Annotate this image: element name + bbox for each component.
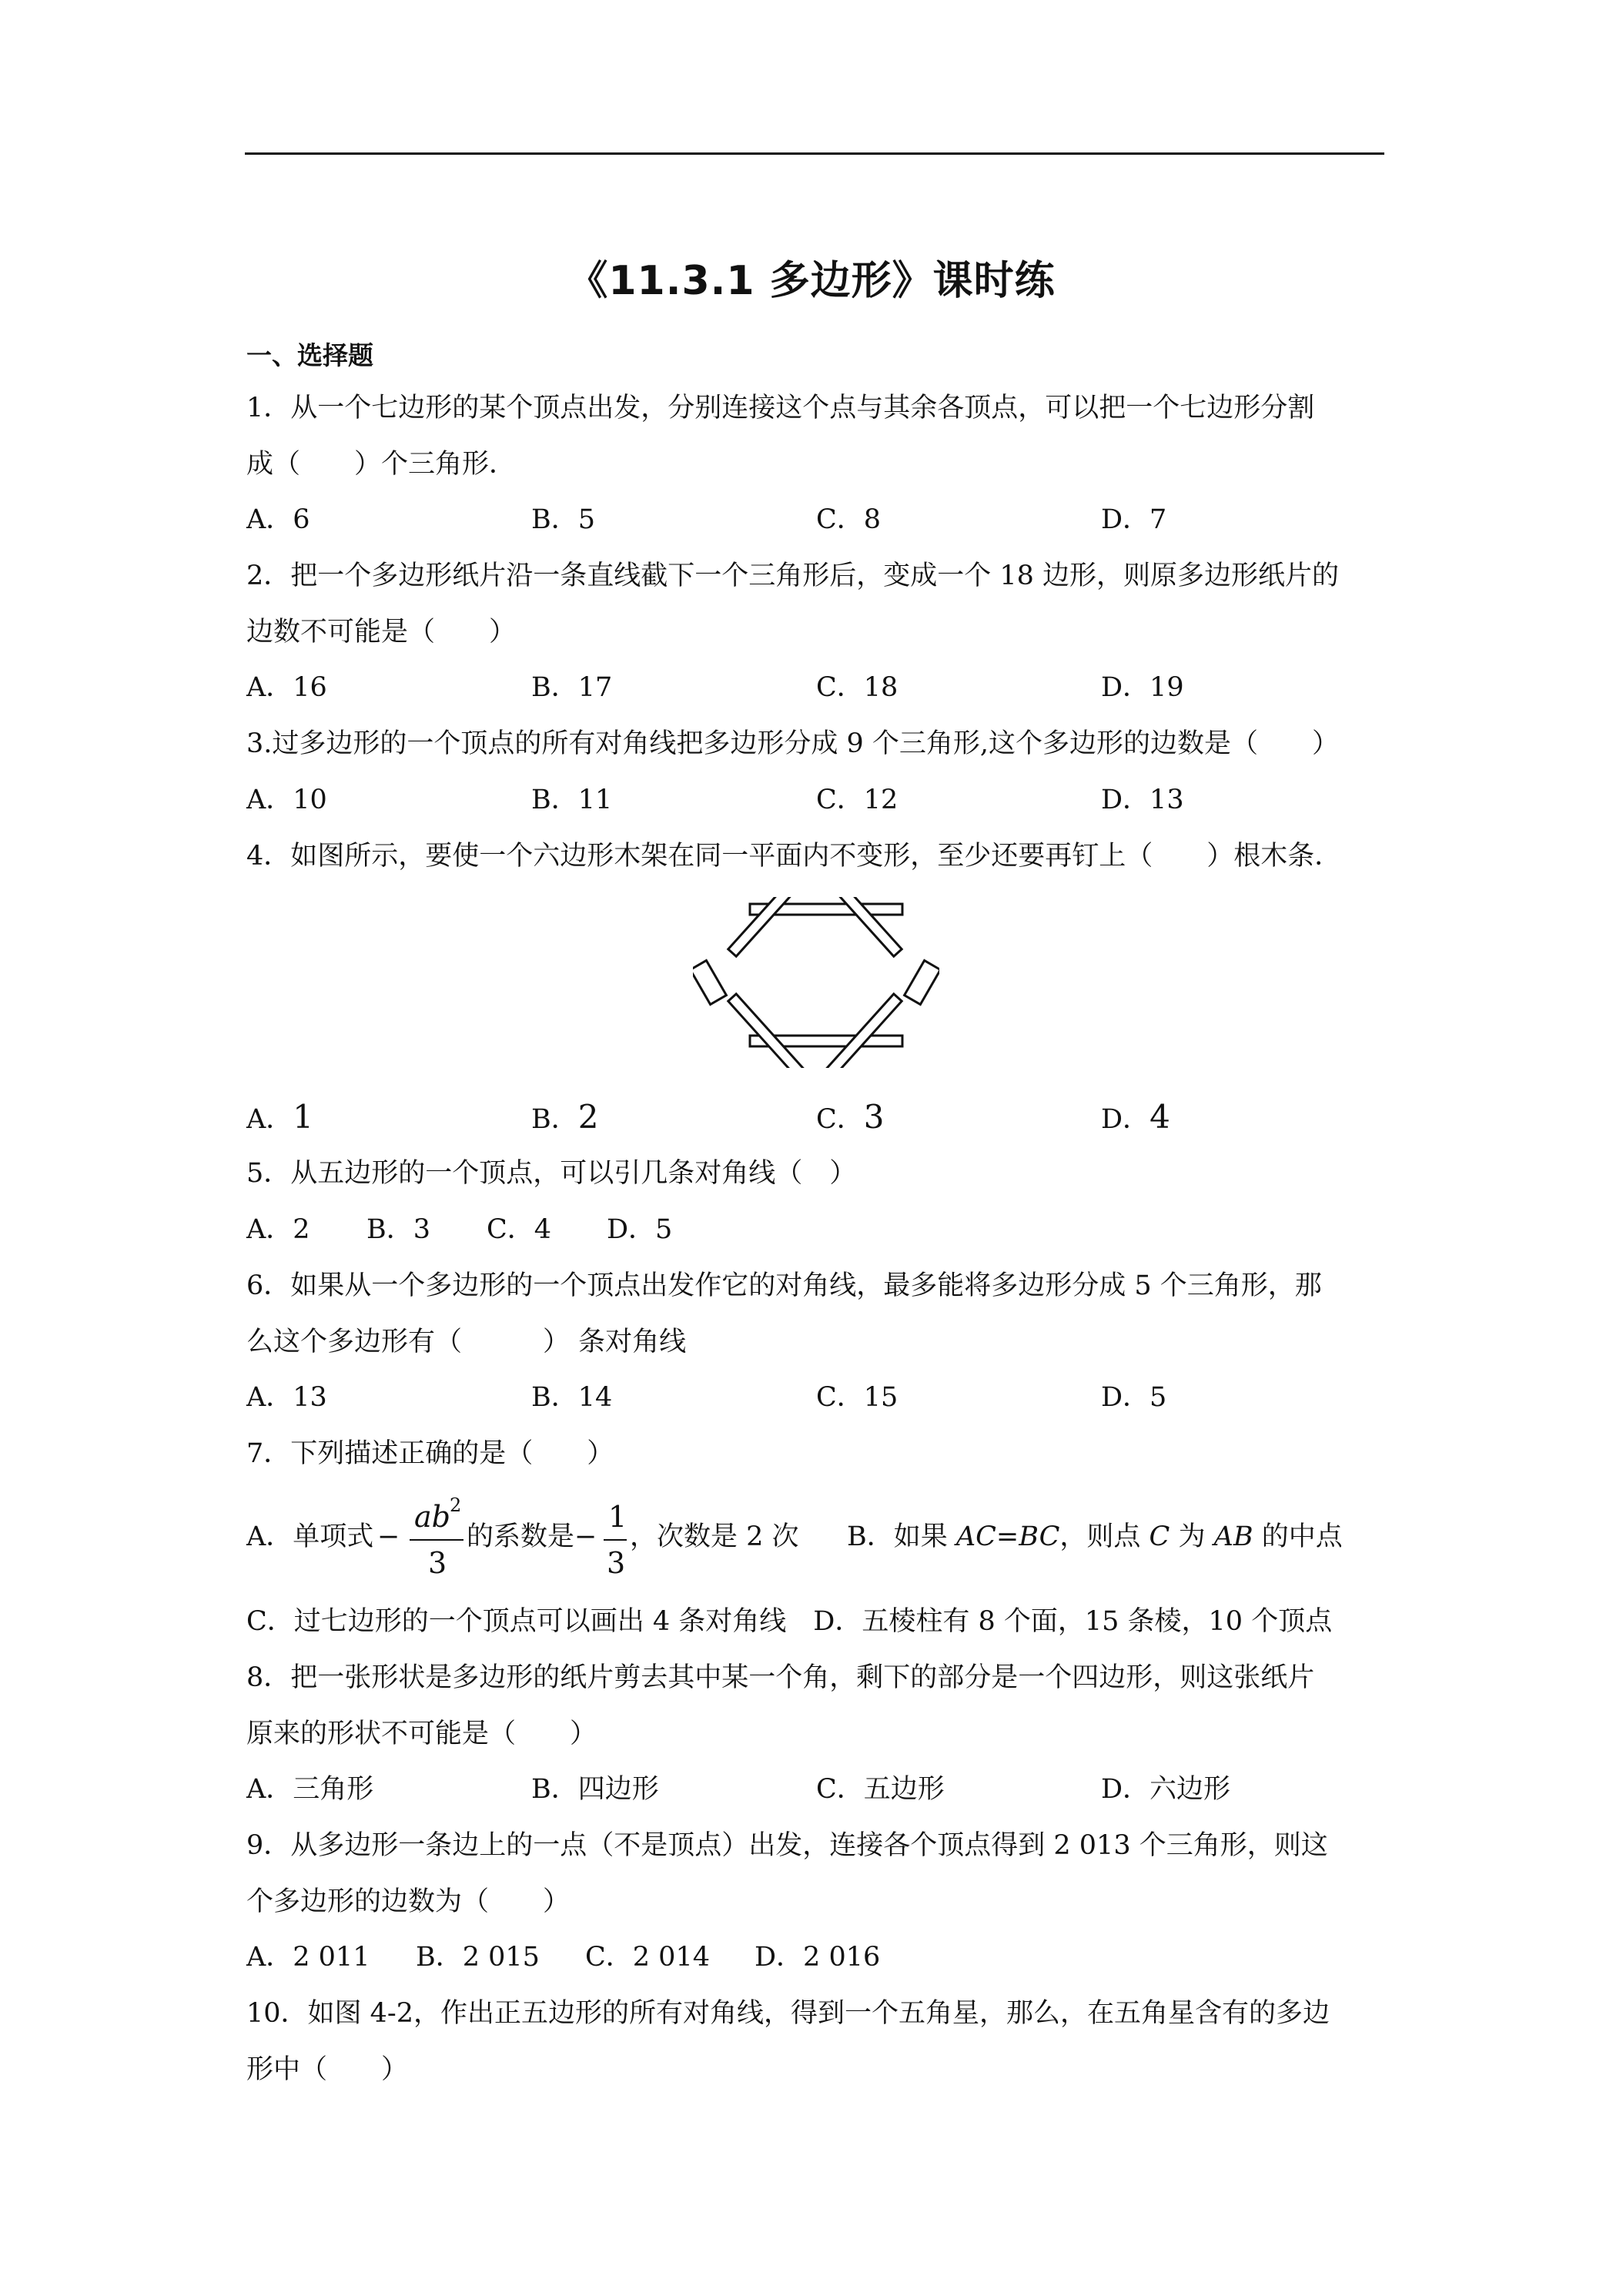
q7-minus-sign-2: − bbox=[574, 1521, 597, 1552]
question-7-line-1: 7．下列描述正确的是（ ） bbox=[246, 1438, 614, 1469]
q8-option-b: B．四边形 bbox=[531, 1774, 659, 1805]
q6-option-c: C．15 bbox=[816, 1382, 899, 1413]
q7-fraction-1-numerator: ab bbox=[414, 1500, 450, 1534]
q7-fraction-1-exponent: 2 bbox=[450, 1494, 462, 1516]
q7-fraction-2-bar bbox=[604, 1539, 627, 1541]
q5-option-c: C．4 bbox=[487, 1214, 552, 1245]
q7-fraction-1-bar bbox=[410, 1539, 463, 1541]
q5-option-b: B．3 bbox=[366, 1214, 430, 1245]
q6-option-a: A．13 bbox=[246, 1382, 327, 1413]
q2-option-b: B．17 bbox=[531, 672, 613, 703]
question-10-line-2: 形中（ ） bbox=[246, 2054, 409, 2085]
q2-option-a: A．16 bbox=[246, 672, 327, 703]
q4-option-a: A．1 bbox=[246, 1098, 314, 1136]
q7-option-b: B．如果 AC=BC，则点 C 为 AB 的中点 bbox=[847, 1521, 1343, 1552]
q5-option-d: D．5 bbox=[607, 1214, 673, 1245]
question-3-line-1: 3.过多边形的一个顶点的所有对角线把多边形分成 9 个三角形,这个多边形的边数是（ ） bbox=[246, 728, 1340, 759]
q4-option-d: D．4 bbox=[1101, 1098, 1170, 1136]
question-2-line-2: 边数不可能是（ ） bbox=[246, 617, 517, 648]
question-2-line-1: 2．把一个多边形纸片沿一条直线截下一个三角形后，变成一个 18 边形，则原多边形纸片的 bbox=[246, 561, 1340, 591]
q6-option-d: D．5 bbox=[1101, 1382, 1167, 1413]
q1-option-b: B．5 bbox=[531, 504, 595, 535]
question-1-line-1: 1．从一个七边形的某个顶点出发，分别连接这个点与其余各顶点，可以把一个七边形分割 bbox=[246, 393, 1315, 423]
q9-option-b: B．2 015 bbox=[416, 1942, 540, 1973]
hexagon-wooden-frame-figure bbox=[693, 897, 939, 1068]
q1-option-a: A．6 bbox=[246, 504, 310, 535]
question-6-line-2: 么这个多边形有（ ） 条对角线 bbox=[246, 1327, 687, 1357]
question-4-line-1: 4．如图所示，要使一个六边形木架在同一平面内不变形，至少还要再钉上（ ）根木条． bbox=[246, 841, 1342, 872]
question-5-line-1: 5．从五边形的一个顶点，可以引几条对角线（ ） bbox=[246, 1158, 857, 1189]
q7-option-a-mid: 的系数是 bbox=[467, 1521, 575, 1552]
q3-option-c: C．12 bbox=[816, 785, 899, 815]
q7-options-c-d: C．过七边形的一个顶点可以画出 4 条对角线 D．五棱柱有 8 个面，15 条棱，10 个顶点 bbox=[246, 1606, 1333, 1637]
q7-option-a-tail: ，次数是 2 次 bbox=[630, 1521, 799, 1552]
q6-option-b: B．14 bbox=[531, 1382, 613, 1413]
question-6-line-1: 6．如果从一个多边形的一个顶点出发作它的对角线，最多能将多边形分成 5 个三角形，那 bbox=[246, 1270, 1322, 1301]
question-8-line-2: 原来的形状不可能是（ ） bbox=[246, 1719, 597, 1749]
q7-minus-sign-1: − bbox=[377, 1521, 400, 1552]
q2-option-d: D．19 bbox=[1101, 672, 1184, 703]
q7-option-a-prefix: A．单项式 bbox=[246, 1521, 374, 1552]
q7-fraction-2-denominator: 3 bbox=[607, 1546, 626, 1580]
q8-option-a: A．三角形 bbox=[246, 1774, 374, 1805]
question-10-line-1: 10．如图 4-2，作出正五边形的所有对角线，得到一个五角星，那么，在五角星含有的多边 bbox=[246, 1998, 1330, 2029]
q4-option-b: B．2 bbox=[531, 1098, 599, 1136]
q7-fraction-2-numerator: 1 bbox=[608, 1500, 627, 1534]
q4-option-c: C．3 bbox=[816, 1098, 885, 1136]
q9-option-c: C．2 014 bbox=[585, 1942, 710, 1973]
question-8-line-1: 8．把一张形状是多边形的纸片剪去其中某一个角，剩下的部分是一个四边形，则这张纸片 bbox=[246, 1662, 1315, 1693]
q5-option-a: A．2 bbox=[246, 1214, 310, 1245]
header-rule bbox=[245, 152, 1384, 155]
q7-fraction-1-denominator: 3 bbox=[428, 1546, 447, 1580]
q9-option-a: A．2 011 bbox=[246, 1942, 370, 1973]
q8-option-c: C．五边形 bbox=[816, 1774, 945, 1805]
question-9-line-1: 9．从多边形一条边上的一点（不是顶点）出发，连接各个顶点得到 2 013 个三角形，则这 bbox=[246, 1830, 1328, 1861]
q8-option-d: D．六边形 bbox=[1101, 1774, 1231, 1805]
q1-option-c: C．8 bbox=[816, 504, 882, 535]
q9-option-d: D．2 016 bbox=[755, 1942, 881, 1973]
q1-option-d: D．7 bbox=[1101, 504, 1167, 535]
section-heading: 一、选择题 bbox=[246, 340, 373, 370]
q2-option-c: C．18 bbox=[816, 672, 899, 703]
q3-option-a: A．10 bbox=[246, 785, 327, 815]
question-1-line-2: 成（ ）个三角形． bbox=[246, 449, 517, 480]
page-title: 《11.3.1 多边形》课时练 bbox=[567, 258, 1056, 304]
q3-option-b: B．11 bbox=[531, 785, 613, 815]
q3-option-d: D．13 bbox=[1101, 785, 1184, 815]
question-9-line-2: 个多边形的边数为（ ） bbox=[246, 1886, 571, 1917]
